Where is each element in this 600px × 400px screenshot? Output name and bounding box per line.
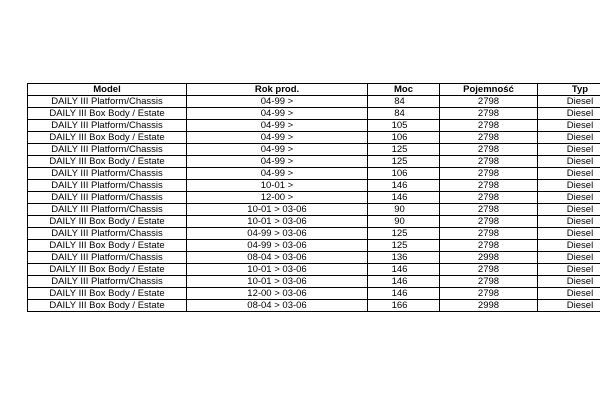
pojemnosc-cell: 2798 <box>440 276 538 288</box>
table-row <box>28 264 600 276</box>
moc-cell: 125 <box>368 240 440 252</box>
table-row <box>28 216 600 228</box>
moc-cell: 106 <box>368 132 440 144</box>
typ-cell: Diesel <box>538 144 600 156</box>
header-rok-prod: Rok prod. <box>187 84 368 96</box>
vehicle-compatibility-table <box>27 83 600 312</box>
pojemnosc-cell: 2798 <box>440 180 538 192</box>
pojemnosc-cell: 2798 <box>440 96 538 108</box>
typ-cell: Diesel <box>538 264 600 276</box>
rok-prod-cell: 04-99 > <box>187 156 368 168</box>
model-cell: DAILY III Platform/Chassis <box>28 228 187 240</box>
table-row <box>28 204 600 216</box>
pojemnosc-cell: 2798 <box>440 204 538 216</box>
typ-cell: Diesel <box>538 132 600 144</box>
typ-cell: Diesel <box>538 96 600 108</box>
moc-cell: 125 <box>368 144 440 156</box>
rok-prod-cell: 12-00 > <box>187 192 368 204</box>
table-row <box>28 96 600 108</box>
rok-prod-cell: 04-99 > 03-06 <box>187 228 368 240</box>
model-cell: DAILY III Platform/Chassis <box>28 96 187 108</box>
rok-prod-cell: 10-01 > <box>187 180 368 192</box>
rok-prod-cell: 04-99 > <box>187 96 368 108</box>
rok-prod-cell: 10-01 > 03-06 <box>187 264 368 276</box>
vehicle-table-container <box>27 83 600 312</box>
table-row <box>28 300 600 312</box>
moc-cell: 90 <box>368 216 440 228</box>
typ-cell: Diesel <box>538 276 600 288</box>
pojemnosc-cell: 2998 <box>440 300 538 312</box>
rok-prod-cell: 04-99 > <box>187 120 368 132</box>
header-pojemnosc: Pojemność <box>440 84 538 96</box>
header-row <box>28 84 600 96</box>
model-cell: DAILY III Platform/Chassis <box>28 204 187 216</box>
pojemnosc-cell: 2798 <box>440 264 538 276</box>
pojemnosc-cell: 2798 <box>440 240 538 252</box>
typ-cell: Diesel <box>538 204 600 216</box>
model-cell: DAILY III Platform/Chassis <box>28 180 187 192</box>
model-cell: DAILY III Platform/Chassis <box>28 168 187 180</box>
table-row <box>28 144 600 156</box>
moc-cell: 84 <box>368 96 440 108</box>
moc-cell: 136 <box>368 252 440 264</box>
moc-cell: 125 <box>368 156 440 168</box>
model-cell: DAILY III Box Body / Estate <box>28 264 187 276</box>
typ-cell: Diesel <box>538 120 600 132</box>
moc-cell: 84 <box>368 108 440 120</box>
typ-cell: Diesel <box>538 216 600 228</box>
rok-prod-cell: 10-01 > 03-06 <box>187 276 368 288</box>
rok-prod-cell: 10-01 > 03-06 <box>187 216 368 228</box>
rok-prod-cell: 10-01 > 03-06 <box>187 204 368 216</box>
typ-cell: Diesel <box>538 192 600 204</box>
rok-prod-cell: 04-99 > 03-06 <box>187 240 368 252</box>
pojemnosc-cell: 2798 <box>440 168 538 180</box>
pojemnosc-cell: 2998 <box>440 252 538 264</box>
model-cell: DAILY III Box Body / Estate <box>28 240 187 252</box>
rok-prod-cell: 04-99 > <box>187 144 368 156</box>
header-typ: Typ <box>538 84 600 96</box>
pojemnosc-cell: 2798 <box>440 156 538 168</box>
rok-prod-cell: 04-99 > <box>187 168 368 180</box>
table-row <box>28 228 600 240</box>
typ-cell: Diesel <box>538 180 600 192</box>
model-cell: DAILY III Box Body / Estate <box>28 156 187 168</box>
typ-cell: Diesel <box>538 108 600 120</box>
moc-cell: 105 <box>368 120 440 132</box>
model-cell: DAILY III Platform/Chassis <box>28 252 187 264</box>
rok-prod-cell: 12-00 > 03-06 <box>187 288 368 300</box>
table-row <box>28 132 600 144</box>
pojemnosc-cell: 2798 <box>440 132 538 144</box>
pojemnosc-cell: 2798 <box>440 228 538 240</box>
model-cell: DAILY III Box Body / Estate <box>28 108 187 120</box>
moc-cell: 125 <box>368 228 440 240</box>
model-cell: DAILY III Box Body / Estate <box>28 216 187 228</box>
model-cell: DAILY III Platform/Chassis <box>28 144 187 156</box>
table-row <box>28 192 600 204</box>
rok-prod-cell: 08-04 > 03-06 <box>187 252 368 264</box>
model-cell: DAILY III Box Body / Estate <box>28 288 187 300</box>
header-model: Model <box>28 84 187 96</box>
moc-cell: 146 <box>368 288 440 300</box>
table-row <box>28 168 600 180</box>
moc-cell: 166 <box>368 300 440 312</box>
table-row <box>28 180 600 192</box>
table-body <box>28 96 600 312</box>
moc-cell: 90 <box>368 204 440 216</box>
pojemnosc-cell: 2798 <box>440 108 538 120</box>
model-cell: DAILY III Box Body / Estate <box>28 132 187 144</box>
rok-prod-cell: 04-99 > <box>187 108 368 120</box>
model-cell: DAILY III Platform/Chassis <box>28 192 187 204</box>
typ-cell: Diesel <box>538 300 600 312</box>
table-row <box>28 288 600 300</box>
typ-cell: Diesel <box>538 168 600 180</box>
rok-prod-cell: 04-99 > <box>187 132 368 144</box>
typ-cell: Diesel <box>538 288 600 300</box>
rok-prod-cell: 08-04 > 03-06 <box>187 300 368 312</box>
table-row <box>28 276 600 288</box>
pojemnosc-cell: 2798 <box>440 288 538 300</box>
model-cell: DAILY III Platform/Chassis <box>28 120 187 132</box>
moc-cell: 146 <box>368 192 440 204</box>
typ-cell: Diesel <box>538 228 600 240</box>
table-row <box>28 252 600 264</box>
table-row <box>28 108 600 120</box>
typ-cell: Diesel <box>538 156 600 168</box>
moc-cell: 106 <box>368 168 440 180</box>
table-row <box>28 156 600 168</box>
typ-cell: Diesel <box>538 252 600 264</box>
moc-cell: 146 <box>368 180 440 192</box>
table-header <box>28 84 600 96</box>
moc-cell: 146 <box>368 276 440 288</box>
model-cell: DAILY III Platform/Chassis <box>28 276 187 288</box>
pojemnosc-cell: 2798 <box>440 192 538 204</box>
pojemnosc-cell: 2798 <box>440 216 538 228</box>
header-moc: Moc <box>368 84 440 96</box>
typ-cell: Diesel <box>538 240 600 252</box>
table-row <box>28 240 600 252</box>
pojemnosc-cell: 2798 <box>440 144 538 156</box>
moc-cell: 146 <box>368 264 440 276</box>
pojemnosc-cell: 2798 <box>440 120 538 132</box>
model-cell: DAILY III Box Body / Estate <box>28 300 187 312</box>
table-row <box>28 120 600 132</box>
